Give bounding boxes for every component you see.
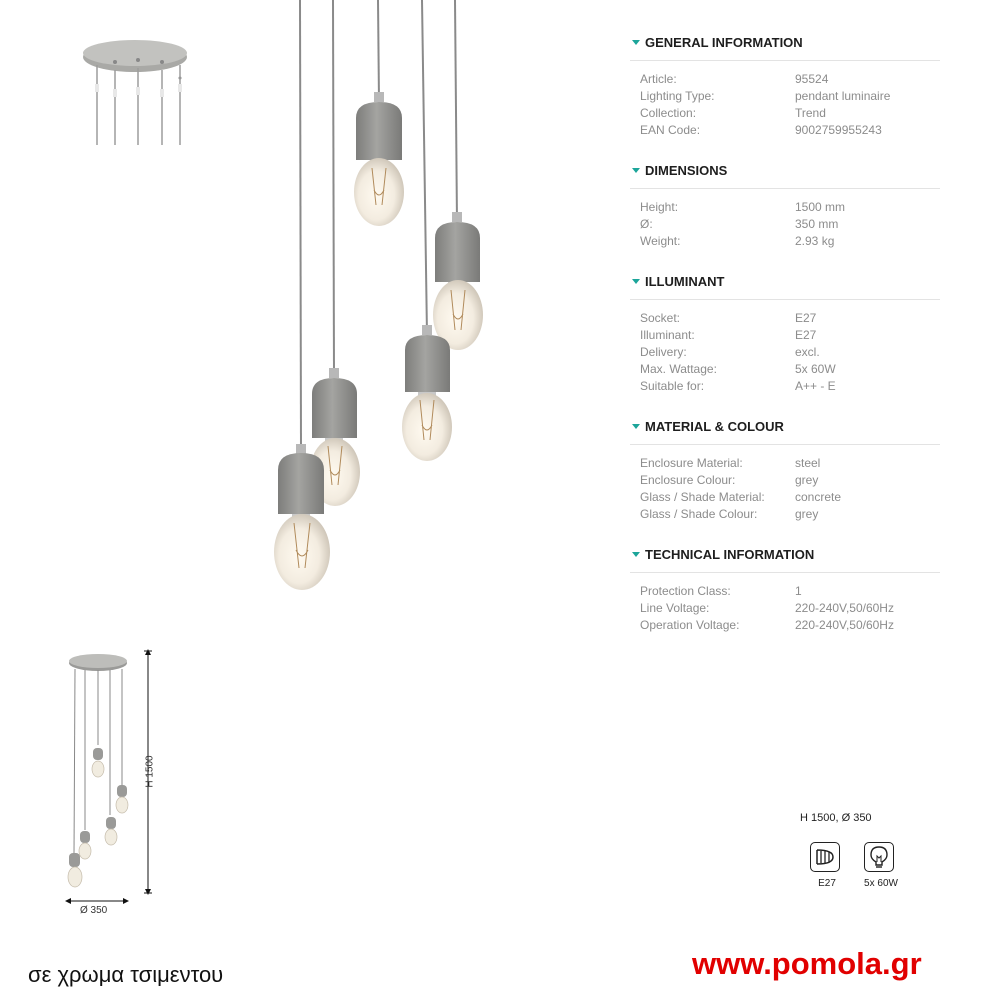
spec-section-title: DIMENSIONS (645, 162, 728, 178)
website-link[interactable]: www.pomola.gr (692, 946, 922, 981)
spec-row (640, 199, 940, 216)
spec-section (630, 417, 940, 523)
spec-value: 1500 mm (795, 200, 846, 214)
spec-rows (630, 445, 940, 523)
spec-row (640, 122, 940, 139)
spec-label: Suitable for: (640, 379, 705, 393)
spec-value: 220-240V,50/60Hz (795, 618, 894, 632)
spec-label: Delivery: (640, 345, 687, 359)
caret-down-icon (632, 279, 640, 284)
height-dimension-label: H 1500 (144, 755, 156, 788)
spec-value: excl. (795, 345, 820, 359)
spec-section (630, 272, 940, 395)
spec-label: Collection: (640, 106, 697, 120)
spec-label: Article: (640, 72, 677, 86)
caret-down-icon (632, 40, 640, 45)
spec-section-header[interactable] (630, 545, 940, 573)
bulb-icon (864, 842, 894, 872)
spec-label: Line Voltage: (640, 601, 710, 615)
spec-value: 5x 60W (795, 362, 836, 376)
spec-section-title: MATERIAL & COLOUR (645, 418, 784, 434)
spec-value: grey (795, 507, 819, 521)
spec-rows (630, 61, 940, 139)
spec-label: Ø: (640, 217, 653, 231)
spec-value: 2.93 kg (795, 234, 835, 248)
spec-row (640, 472, 940, 489)
spec-section-header[interactable] (630, 272, 940, 300)
caret-down-icon (632, 552, 640, 557)
spec-label: Illuminant: (640, 328, 695, 342)
spec-value: 9002759955243 (795, 123, 882, 137)
spec-row (640, 378, 940, 395)
spec-sheet (630, 33, 940, 656)
spec-section-header[interactable] (630, 33, 940, 61)
spec-label: EAN Code: (640, 123, 701, 137)
spec-section (630, 33, 940, 139)
spec-row (640, 71, 940, 88)
spec-rows (630, 300, 940, 395)
colour-caption: σε χρωμα τσιμεντου (28, 962, 224, 987)
socket-icon-block (810, 842, 844, 889)
spec-row (640, 233, 940, 250)
spec-row (640, 455, 940, 472)
spec-section-title: ILLUMINANT (645, 273, 725, 289)
spec-value: 220-240V,50/60Hz (795, 601, 894, 615)
spec-row (640, 506, 940, 523)
spec-value: 350 mm (795, 217, 839, 231)
socket-icon-label: E27 (818, 878, 836, 889)
spec-label: Socket: (640, 311, 681, 325)
spec-section-header[interactable] (630, 417, 940, 445)
spec-value: grey (795, 473, 819, 487)
spec-label: Max. Wattage: (640, 362, 717, 376)
spec-section-header[interactable] (630, 161, 940, 189)
spec-row (640, 489, 940, 506)
spec-value: Trend (795, 106, 826, 120)
spec-label: Glass / Shade Colour: (640, 507, 758, 521)
spec-row (640, 600, 940, 617)
spec-label: Weight: (640, 234, 681, 248)
spec-value: E27 (795, 311, 817, 325)
spec-label: Height: (640, 200, 679, 214)
spec-section (630, 545, 940, 634)
spec-value: A++ - E (795, 379, 836, 393)
spec-label: Operation Voltage: (640, 618, 740, 632)
spec-section (630, 161, 940, 250)
spec-rows (630, 573, 940, 634)
spec-row (640, 216, 940, 233)
ceiling-canopy-image (70, 40, 200, 150)
spec-value: concrete (795, 490, 842, 504)
pendant-lamps-photo (250, 0, 520, 600)
spec-section-title: GENERAL INFORMATION (645, 34, 803, 50)
spec-section-title: TECHNICAL INFORMATION (645, 546, 815, 562)
spec-value: 95524 (795, 72, 829, 86)
spec-row (640, 105, 940, 122)
spec-row (640, 617, 940, 634)
spec-row (640, 361, 940, 378)
spec-value: steel (795, 456, 821, 470)
wattage-icon-label: 5x 60W (864, 878, 898, 889)
spec-label: Protection Class: (640, 584, 731, 598)
caret-down-icon (632, 168, 640, 173)
spec-rows (630, 189, 940, 250)
spec-label: Glass / Shade Material: (640, 490, 765, 504)
spec-label: Enclosure Material: (640, 456, 743, 470)
spec-label: Enclosure Colour: (640, 473, 736, 487)
spec-row (640, 583, 940, 600)
dimensions-caption: H 1500, Ø 350 (800, 812, 872, 824)
spec-row (640, 344, 940, 361)
spec-label: Lighting Type: (640, 89, 715, 103)
diameter-dimension-label: Ø 350 (80, 905, 108, 916)
caret-down-icon (632, 424, 640, 429)
spec-value: E27 (795, 328, 817, 342)
spec-row (640, 327, 940, 344)
wattage-icon-block (864, 842, 898, 889)
spec-row (640, 310, 940, 327)
spec-row (640, 88, 940, 105)
e27-socket-icon (810, 842, 840, 872)
spec-value: pendant luminaire (795, 89, 891, 103)
spec-value: 1 (795, 584, 802, 598)
